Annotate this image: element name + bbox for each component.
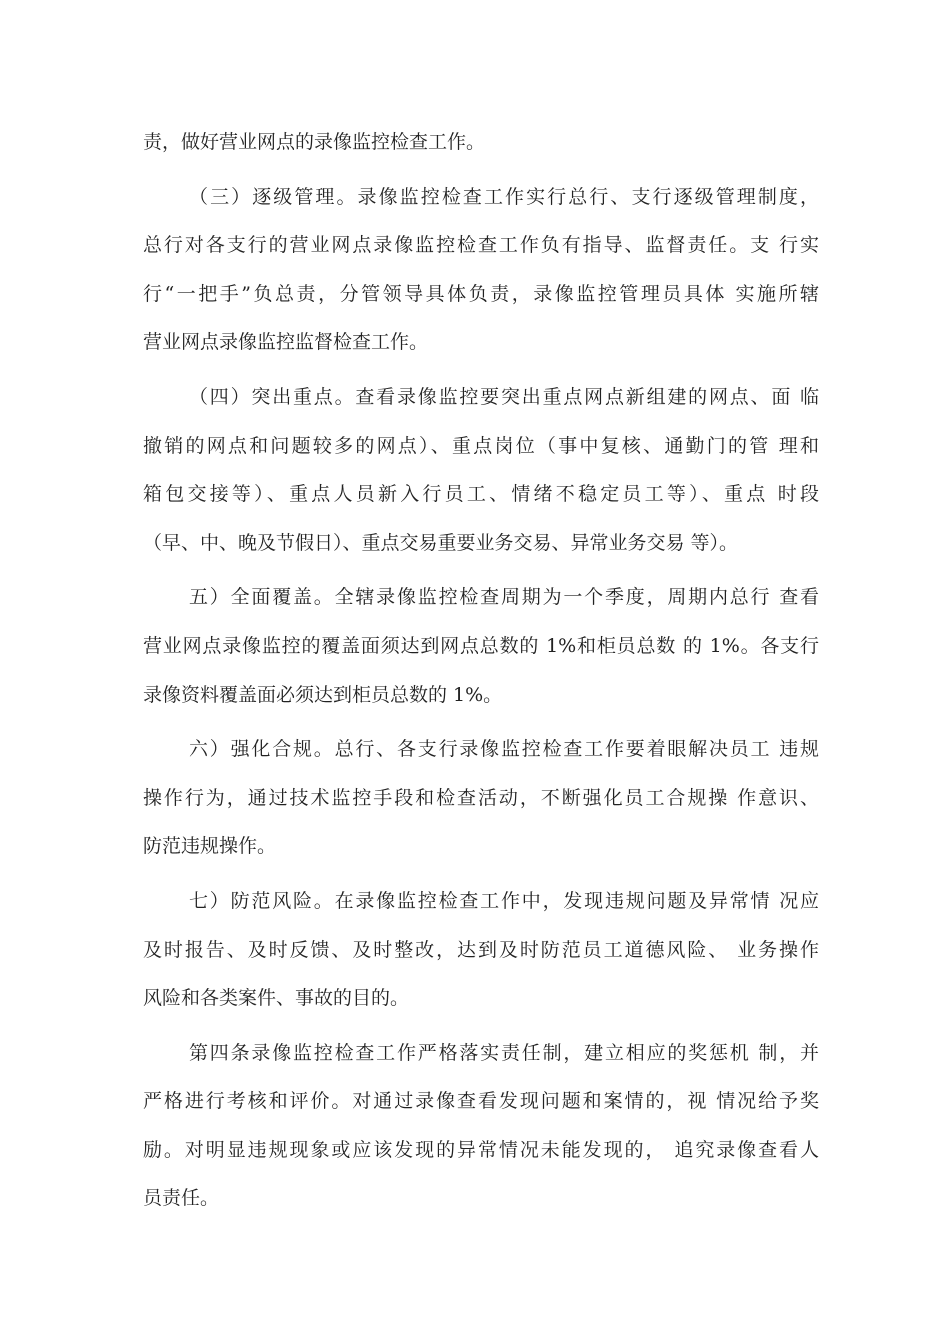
text-line: 录像资料覆盖面必须达到柜员总数的 1%。 xyxy=(143,683,503,706)
text-line: 励。对明显违规现象或应该发现的异常情况未能发现的， 追究录像查看人 xyxy=(143,1138,819,1161)
text-line: 第四条录像监控检查工作严格落实责任制，建立相应的奖惩机 制，并 xyxy=(189,1041,819,1064)
document-body xyxy=(143,118,819,1223)
paragraph xyxy=(143,173,819,367)
text-line: 营业网点录像监控监督检查工作。 xyxy=(143,331,429,354)
text-line: 风险和各类案件、事故的目的。 xyxy=(143,987,410,1010)
text-line: （三）逐级管理。录像监控检查工作实行总行、支行逐级管理制度， xyxy=(189,185,819,208)
text-line: 五）全面覆盖。全辖录像监控检查周期为一个季度，周期内总行 查看 xyxy=(189,586,819,609)
text-line: 箱包交接等）、重点人员新入行员工、情绪不稳定员工等）、重点 时段 xyxy=(143,483,819,506)
paragraph xyxy=(143,877,819,1023)
paragraph xyxy=(143,118,819,167)
text-line: 营业网点录像监控的覆盖面须达到网点总数的 1%和柜员总数 的 1%。各支行 xyxy=(143,634,819,657)
paragraph xyxy=(143,1029,819,1223)
text-line: 操作行为，通过技术监控手段和检查活动，不断强化员工合规操 作意识、 xyxy=(143,786,819,809)
text-line: 撤销的网点和问题较多的网点）、重点岗位（事中复核、通勤门的管 理和 xyxy=(143,434,819,457)
text-line: （早、中、晚及节假日）、重点交易重要业务交易、异常业务交易 等）。 xyxy=(143,531,739,554)
text-line: 责，做好营业网点的录像监控检查工作。 xyxy=(143,131,486,153)
text-line: 及时报告、及时反馈、及时整改，达到及时防范员工道德风险、 业务操作 xyxy=(143,938,819,961)
paragraph xyxy=(143,725,819,871)
text-line: 员责任。 xyxy=(143,1187,220,1210)
text-line: 严格进行考核和评价。对通过录像查看发现问题和案情的，视 情况给予奖 xyxy=(143,1090,819,1113)
text-line: 六）强化合规。总行、各支行录像监控检查工作要着眼解决员工 违规 xyxy=(189,738,819,761)
text-line: 总行对各支行的营业网点录像监控检查工作负有指导、监督责任。支 行实 xyxy=(143,234,819,257)
text-line: （四）突出重点。查看录像监控要突出重点网点新组建的网点、面 临 xyxy=(189,385,819,408)
paragraph xyxy=(143,373,819,567)
text-line: 七）防范风险。在录像监控检查工作中，发现违规问题及异常情 况应 xyxy=(189,889,819,912)
paragraph xyxy=(143,573,819,719)
text-line: 防范违规操作。 xyxy=(143,835,277,858)
text-line: 行“一把手”负总责，分管领导具体负责，录像监控管理员具体 实施所辖 xyxy=(143,282,819,305)
